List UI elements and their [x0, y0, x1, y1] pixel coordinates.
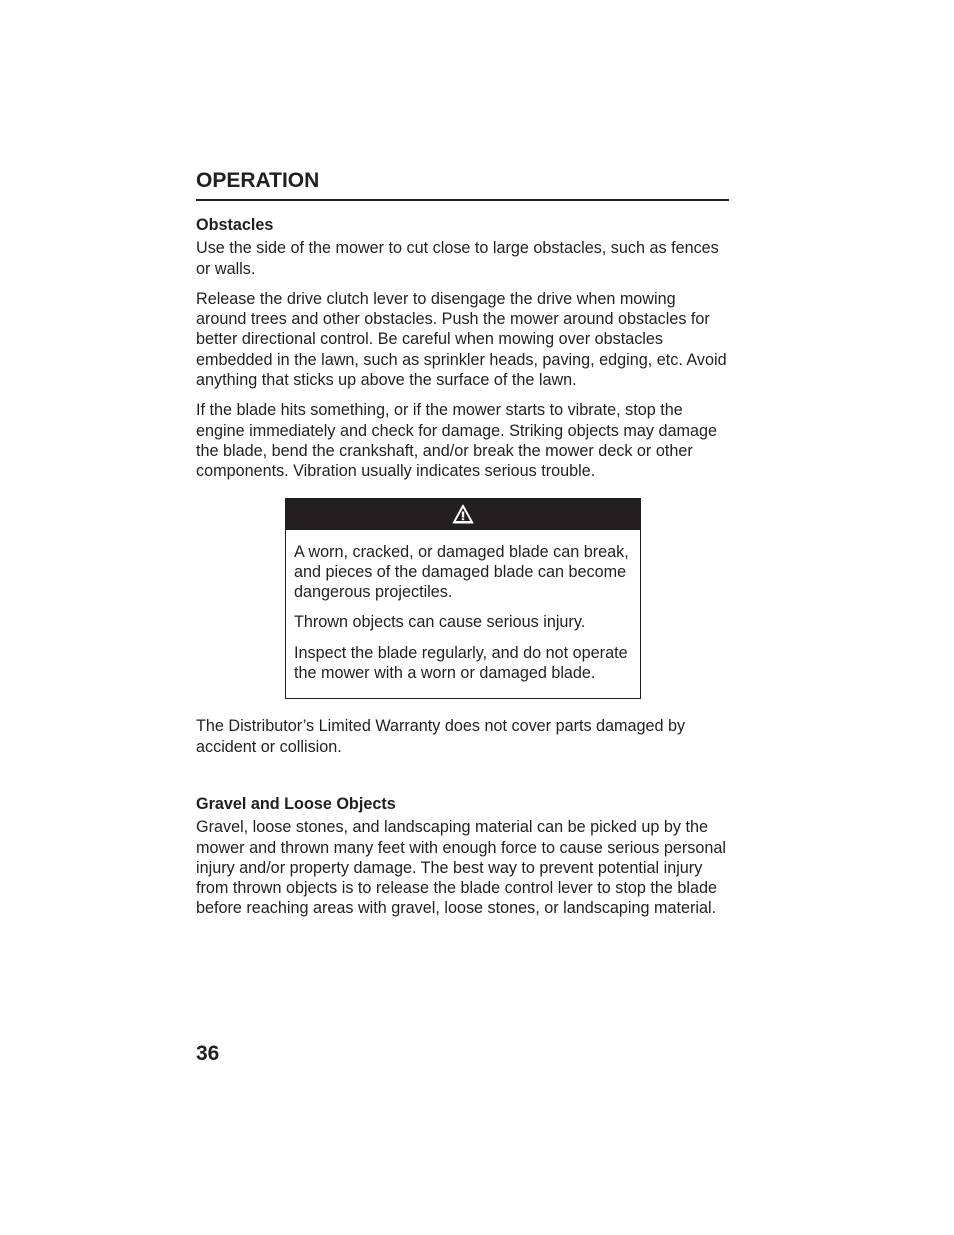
warranty-note: The Distributor’s Limited Warranty does not cover parts damaged by accident or collision. — [196, 717, 686, 756]
page-content — [196, 215, 729, 929]
obstacles-paragraph-3: If the blade hits something, or if the mower starts to vibrate, stop the engine immediately and check for damage. Striking objects may damage the blade, bend the crankshaft, and/or break the mower deck or other components. Vibration usually indicates serious trouble. — [196, 401, 717, 481]
warning-triangle-icon — [452, 504, 474, 524]
obstacles-paragraph-1: Use the side of the mower to cut close to large obstacles, such as fences or walls. — [196, 239, 719, 278]
warning-body — [286, 530, 640, 699]
warning-box — [285, 498, 641, 700]
page-number: 36 — [196, 1042, 220, 1065]
section-title: OPERATION — [196, 168, 729, 201]
obstacles-paragraph-2: Release the drive clutch lever to disengage the drive when mowing around trees and other obstacles. Push the mower around obstacles for better directional control. Be careful when mowing over obstacles embedded in the lawn, such as sprinkler heads, paving, edging, etc. Avoid anything that sticks up above the surface of the lawn. — [196, 289, 727, 390]
section-spacer — [196, 767, 729, 794]
warning-paragraph-2: Thrown objects can cause serious injury. — [294, 613, 586, 632]
warning-paragraph-1: A worn, cracked, or damaged blade can break, and pieces of the damaged blade can become dangerous projectiles. — [294, 542, 629, 602]
gravel-heading: Gravel and Loose Objects — [196, 794, 396, 813]
gravel-paragraph: Gravel, loose stones, and landscaping material can be picked up by the mower and thrown many feet with enough force to cause serious personal injury and/or property damage. The best way to prevent potential injury from thrown objects is to release the blade control lever to stop the blade before reaching areas with gravel, loose stones, or landscaping material. — [196, 818, 726, 918]
obstacles-heading: Obstacles — [196, 216, 274, 234]
warning-header — [286, 499, 640, 530]
warning-paragraph-3: Inspect the blade regularly, and do not operate the mower with a worn or damaged blade. — [294, 643, 628, 683]
